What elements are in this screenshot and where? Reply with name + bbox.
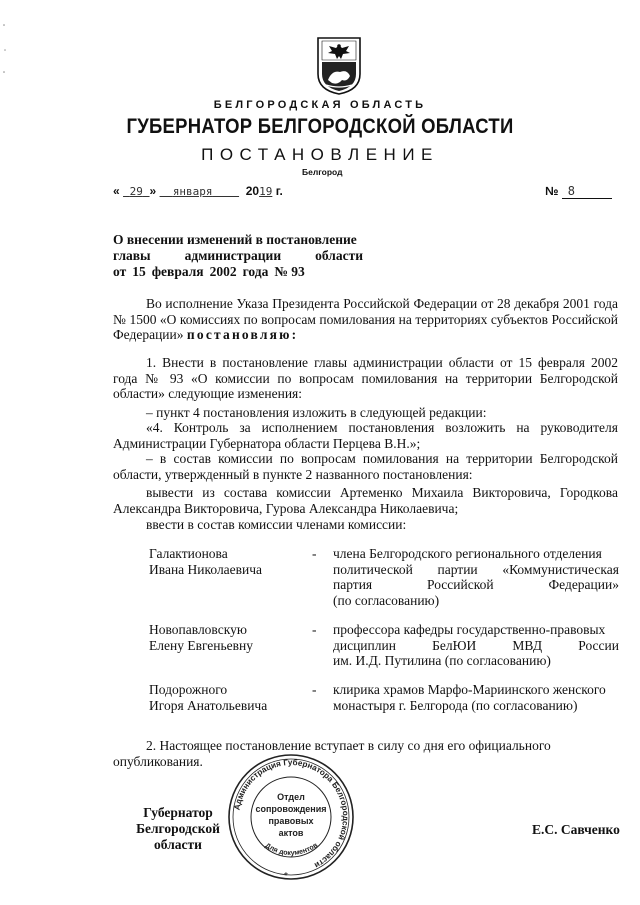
seal-line-1: Отдел <box>277 792 305 802</box>
member-name: Подорожного Игоря Анатольевича <box>149 682 268 713</box>
member-description: профессора кафедры государственно-правовых дисциплин БелЮИ МВД России им. И.Д. Путилина (по согласованию) <box>333 622 619 668</box>
composition-paragraph: – в состав комиссии по вопросам помилования на территории Белгородской области, утвержденный в пункте 2 названного постановления: <box>113 451 618 482</box>
member-dash: - <box>312 622 317 637</box>
member-description: клирика храмов Марфо-Мариинского женского монастыря г. Белгорода (по согласованию) <box>333 682 606 713</box>
date-year-prefix: 20 <box>245 184 260 198</box>
number-label: № <box>545 184 559 198</box>
seal-bottom-text: Для документов <box>263 841 320 858</box>
item-1-paragraph: 1. Внести в постановление главы администрации области от 15 февраля 2002 года № 93 «О комиссии по вопросам помилования на территории Белгородской области» следующие изменения: <box>113 355 618 401</box>
member-name: Новопавловскую Елену Евгеньевну <box>149 622 254 653</box>
coat-of-arms-icon <box>316 36 362 96</box>
date-day: 29 <box>129 185 143 198</box>
document-date <box>113 184 283 198</box>
city-label: Белгород <box>302 167 343 177</box>
point-4-intro: – пункт 4 постановления изложить в следующей редакции: <box>146 405 487 420</box>
item-2-paragraph: 2. Настоящее постановление вступает в силу со дня его официального опубликования. <box>113 738 551 769</box>
add-members-paragraph: ввести в состав комиссии членами комиссии: <box>146 517 407 532</box>
member-dash: - <box>312 682 317 697</box>
seal-line-4: актов <box>278 828 304 838</box>
region-heading: БЕЛГОРОДСКАЯ ОБЛАСТЬ <box>213 99 427 111</box>
governor-heading: ГУБЕРНАТОР БЕЛГОРОДСКОЙ ОБЛАСТИ <box>126 115 514 138</box>
title-line-2: главы администрации области <box>113 248 363 263</box>
member-name: Галактионова Ивана Николаевича <box>149 546 263 577</box>
date-year-suffix: 19 <box>259 185 273 198</box>
margin-marks <box>2 20 8 80</box>
seal-star: * <box>284 871 288 882</box>
title-line-3: от 15 февраля 2002 года № 93 <box>113 264 305 279</box>
title-line-1: О внесении изменений в постановление <box>113 232 357 247</box>
document-title <box>113 232 363 280</box>
date-month: января <box>172 185 213 198</box>
seal-line-2: сопровождения <box>255 804 327 814</box>
intro-paragraph: Во исполнение Указа Президента Российской Федерации от 28 декабря 2001 года № 1500 «О комиссиях по вопросам помилования на территориях субъектов Российской Федерации» постановляю: <box>113 296 618 342</box>
decree-word: постановляю: <box>186 327 299 342</box>
official-seal-icon <box>226 752 356 882</box>
point-4-text: «4. Контроль за исполнением постановления возложить на руководителя Администрации Губернатора области Перцева В.Н.»; <box>113 420 618 451</box>
signature-title: Губернатор Белгородской области <box>136 805 220 852</box>
member-description: члена Белгородского регионального отделения политической партии «Коммунистическая партия Российской Федерации» (по согласованию) <box>333 546 619 608</box>
document-type-heading: ПОСТАНОВЛЕНИЕ <box>201 145 439 164</box>
date-close-quote: » <box>149 184 157 198</box>
number-value: 8 <box>562 184 612 199</box>
member-dash: - <box>312 546 317 561</box>
signatory-name: Е.С. Савченко <box>532 822 620 837</box>
document-number <box>545 184 612 199</box>
seal-line-3: правовых <box>268 816 314 826</box>
remove-members-paragraph: вывести из состава комиссии Артеменко Михаила Викторовича, Городкова Александра Викторовича, Гурова Александра Николаевича; <box>113 485 618 516</box>
seal-outer-text: Администрация Губернатора Белгородской области <box>232 757 351 870</box>
date-open-quote: « <box>113 184 120 198</box>
date-year-abbr: г. <box>275 184 283 198</box>
